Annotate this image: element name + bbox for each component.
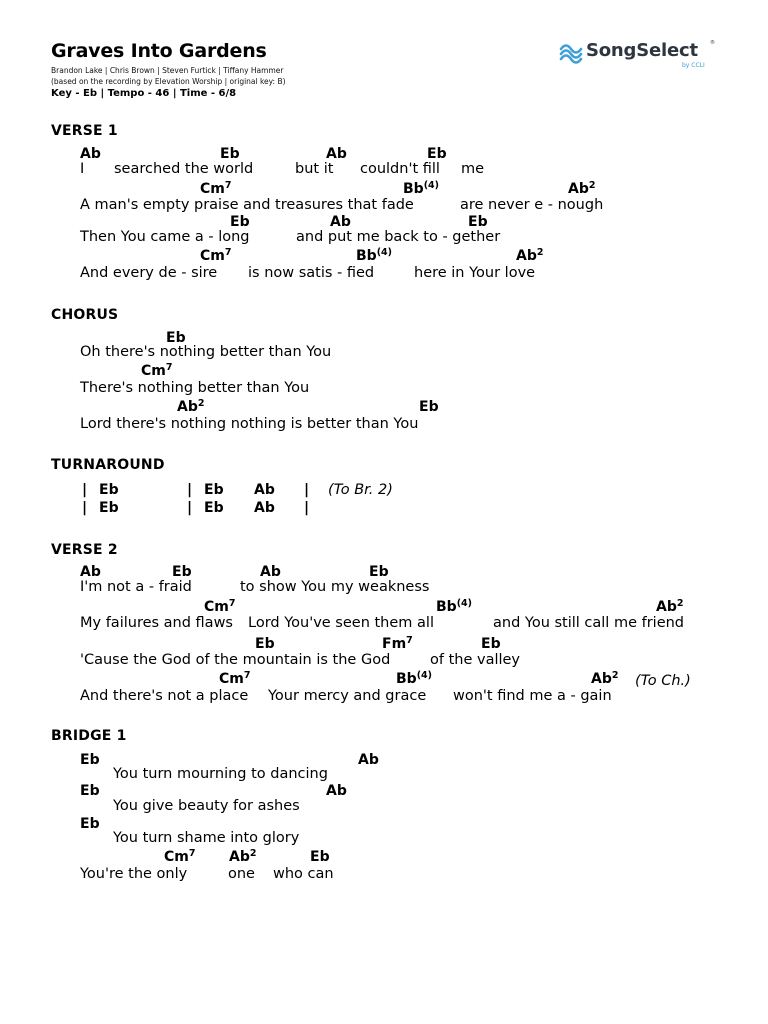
chord: Bb$^{(4)}$ <box>403 180 439 197</box>
chord: Cm$^7$ <box>219 670 251 687</box>
lyric-line <box>80 830 740 850</box>
recording-info: (based on the recording by Elevation Worship | original key: B) <box>51 77 286 86</box>
chord: Cm$^7$ <box>141 362 173 379</box>
bar-line: | <box>304 482 310 498</box>
lyric: You give beauty for ashes <box>113 798 300 814</box>
chord: Eb <box>481 636 501 652</box>
chord: Cm$^7$ <box>200 247 232 264</box>
lyric: Lord You've seen them all <box>248 615 434 631</box>
song-authors: Brandon Lake | Chris Brown | Steven Furtick | Tiffany Hammer <box>51 66 284 75</box>
lyric: couldn't fill <box>360 161 440 177</box>
logo-name: SongSelect <box>586 40 698 61</box>
chord: Eb <box>166 330 186 346</box>
lyric-line <box>80 265 740 285</box>
chord: Eb <box>80 816 100 832</box>
chord: Eb <box>172 564 192 580</box>
chord: Eb <box>255 636 275 652</box>
chord: Bb$^{(4)}$ <box>356 247 392 264</box>
lyric: are never e - nough <box>460 197 604 213</box>
lyric-line <box>80 652 740 672</box>
lyric: And every de - sire <box>80 265 218 281</box>
chord: Eb <box>427 146 447 162</box>
lyric: here in Your love <box>414 265 536 281</box>
section-chorus: CHORUS <box>51 307 119 323</box>
lyric-line <box>80 344 740 364</box>
chord: Ab$^2$ <box>516 247 544 264</box>
lyric-line <box>80 416 740 436</box>
chord: Eb <box>230 214 250 230</box>
lyric: 'Cause the God of the mountain is the God <box>80 652 391 668</box>
lyric-line <box>80 161 740 181</box>
bar-line: | <box>82 482 88 498</box>
lyric: I'm not a - fraid <box>80 579 192 595</box>
chord: Ab$^2$ <box>229 848 257 865</box>
chord: Ab <box>326 783 347 799</box>
chord: Eb <box>204 500 224 516</box>
chord: Eb <box>99 500 119 516</box>
lyric: You turn mourning to dancing <box>113 766 328 782</box>
chord: Cm$^7$ <box>200 180 232 197</box>
lyric-line <box>80 380 740 400</box>
section-verse-2: VERSE 2 <box>51 542 118 558</box>
lyric: Lord there's nothing nothing is better than You <box>80 416 419 432</box>
chord: Bb$^{(4)}$ <box>396 670 432 687</box>
bar-line: | <box>82 500 88 516</box>
lyric: of the valley <box>430 652 521 668</box>
lyric: Then You came a - long <box>80 229 250 245</box>
key-tempo-time: Key - Eb | Tempo - 46 | Time - 6/8 <box>51 88 237 99</box>
lyric: and You still call me friend <box>493 615 685 631</box>
chord: Ab <box>330 214 351 230</box>
verse-2-note: (To Ch.) <box>635 673 691 689</box>
lyric-line <box>80 866 740 886</box>
chord: Ab <box>358 752 379 768</box>
bar-line: | <box>187 500 193 516</box>
chord: Cm$^7$ <box>204 598 236 615</box>
chord: Ab <box>254 482 275 498</box>
lyric: You turn shame into glory <box>113 830 300 846</box>
lyric: Oh there's nothing better than You <box>80 344 332 360</box>
song-title: Graves Into Gardens <box>51 40 267 62</box>
songselect-wave-icon <box>558 40 584 66</box>
logo-trademark: ® <box>710 40 715 46</box>
lyric: searched the world <box>114 161 254 177</box>
chord: Eb <box>99 482 119 498</box>
chord: Eb <box>80 752 100 768</box>
chord: Ab <box>80 564 101 580</box>
lyric: who can <box>273 866 334 882</box>
section-turnaround: TURNAROUND <box>51 457 165 473</box>
lyric: one <box>228 866 255 882</box>
lyric: won't find me a - gain <box>453 688 612 704</box>
chord: Ab <box>260 564 281 580</box>
chord: Ab$^2$ <box>591 670 619 687</box>
chord: Eb <box>310 849 330 865</box>
logo-by-ccli: by CCLI <box>682 62 705 69</box>
songselect-logo <box>558 40 718 74</box>
section-bridge-1: BRIDGE 1 <box>51 728 127 744</box>
chord: Ab$^2$ <box>177 398 205 415</box>
chord: Cm$^7$ <box>164 848 196 865</box>
lyric-line <box>80 579 740 599</box>
lyric: You're the only <box>80 866 188 882</box>
lyric: and put me back to - gether <box>296 229 501 245</box>
bar-line: | <box>187 482 193 498</box>
lyric-line <box>80 688 740 708</box>
lyric: My failures and flaws <box>80 615 233 631</box>
chord: Eb <box>369 564 389 580</box>
lyric: A man's empty praise and treasures that fade <box>80 197 414 213</box>
chord: Ab$^2$ <box>656 598 684 615</box>
lyric: And there's not a place <box>80 688 249 704</box>
chord: Eb <box>220 146 240 162</box>
chord: Ab <box>326 146 347 162</box>
lyric-line <box>80 798 740 818</box>
chord: Eb <box>419 399 439 415</box>
lyric-line <box>80 615 740 635</box>
chord: Eb <box>80 783 100 799</box>
chord: Ab <box>80 146 101 162</box>
chord: Eb <box>468 214 488 230</box>
turnaround-note: (To Br. 2) <box>328 482 393 498</box>
chord: Eb <box>204 482 224 498</box>
lyric: Your mercy and grace <box>268 688 427 704</box>
lyric-line <box>80 229 740 249</box>
lyric: me <box>461 161 485 177</box>
chord: Bb$^{(4)}$ <box>436 598 472 615</box>
section-verse-1: VERSE 1 <box>51 123 118 139</box>
lyric: but it <box>295 161 334 177</box>
lyric: is now satis - fied <box>248 265 375 281</box>
lyric: to show You my weakness <box>240 579 430 595</box>
bar-line: | <box>304 500 310 516</box>
lyric: There's nothing better than You <box>80 380 310 396</box>
chord: Fm$^7$ <box>382 635 413 652</box>
chord: Ab <box>254 500 275 516</box>
lyric: I <box>80 161 85 177</box>
chord: Ab$^2$ <box>568 180 596 197</box>
